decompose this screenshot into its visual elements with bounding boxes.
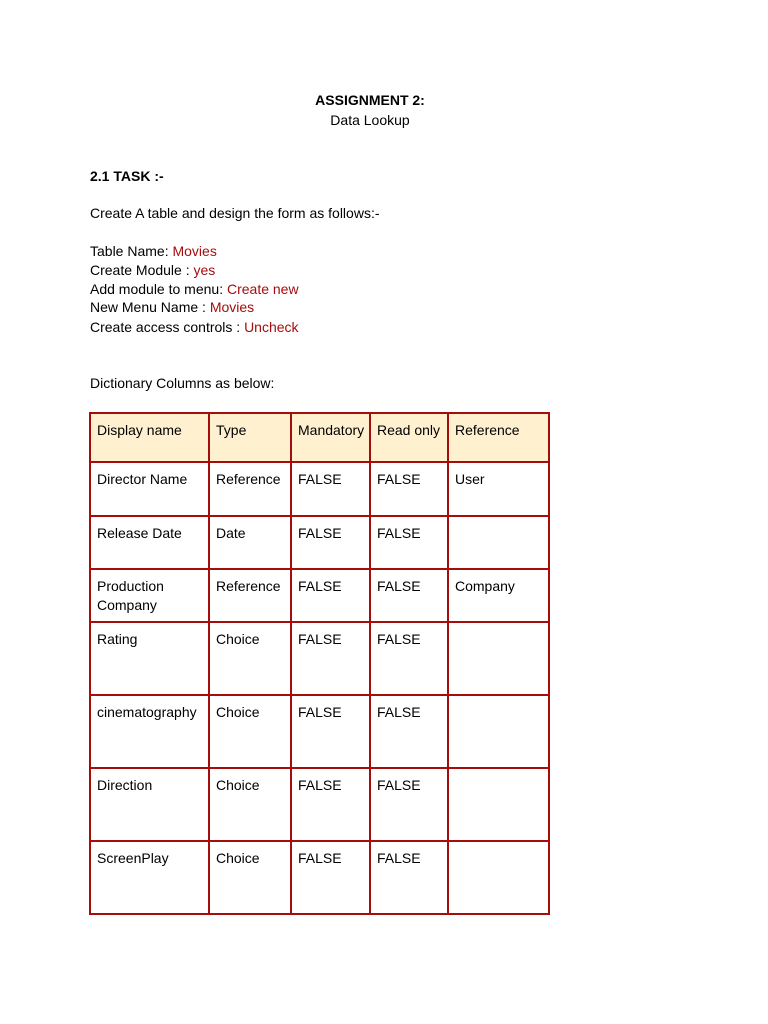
table-cell: FALSE [370, 622, 448, 695]
setting-new-menu-name [90, 298, 254, 316]
setting-value: Create new [226, 281, 299, 297]
setting-value: Uncheck [244, 319, 299, 335]
setting-value: yes [193, 262, 216, 278]
table-row [90, 768, 549, 841]
table-cell: FALSE [291, 622, 370, 695]
table-cell: FALSE [370, 841, 448, 914]
setting-label: Table Name: [90, 243, 173, 259]
table-cell [448, 695, 549, 768]
setting-value: Movies [172, 243, 217, 259]
task-intro: Create A table and design the form as follows:- [90, 205, 380, 221]
setting-label: New Menu Name : [90, 299, 210, 315]
table-cell: FALSE [370, 768, 448, 841]
header-cell: Mandatory [291, 413, 370, 462]
table-cell [448, 516, 549, 569]
dictionary-columns-table [89, 412, 550, 915]
table-row [90, 622, 549, 695]
table-cell: Choice [209, 622, 291, 695]
table-cell: FALSE [291, 516, 370, 569]
table-header-row [90, 413, 549, 462]
table-cell: Reference [209, 569, 291, 622]
setting-table-name [90, 242, 217, 260]
table-cell [448, 622, 549, 695]
table-cell: FALSE [370, 462, 448, 516]
table-row [90, 569, 549, 622]
setting-label: Add module to menu: [90, 281, 227, 297]
table-cell: FALSE [291, 768, 370, 841]
table-cell [448, 841, 549, 914]
table-cell: Release Date [90, 516, 209, 569]
table-cell: FALSE [291, 569, 370, 622]
table-cell: Company [448, 569, 549, 622]
table-cell: User [448, 462, 549, 516]
table-cell: Reference [209, 462, 291, 516]
dictionary-caption: Dictionary Columns as below: [90, 375, 275, 391]
header-cell: Display name [90, 413, 209, 462]
table-row [90, 516, 549, 569]
table-cell: FALSE [370, 569, 448, 622]
table-row [90, 841, 549, 914]
setting-access-controls [90, 318, 299, 336]
table-row [90, 695, 549, 768]
assignment-title: ASSIGNMENT 2: [315, 92, 425, 108]
table-cell: FALSE [370, 516, 448, 569]
table-cell: Rating [90, 622, 209, 695]
table-cell: Production Company [90, 569, 209, 622]
table-cell [448, 768, 549, 841]
table-cell: FALSE [291, 841, 370, 914]
header-cell: Type [209, 413, 291, 462]
table-cell: Date [209, 516, 291, 569]
setting-create-module [90, 261, 215, 279]
table-cell: FALSE [291, 695, 370, 768]
setting-add-module-to-menu [90, 280, 299, 298]
table-row [90, 462, 549, 516]
table-cell: Choice [209, 841, 291, 914]
table-cell: Choice [209, 695, 291, 768]
setting-value: Movies [209, 299, 255, 315]
setting-label: Create Module : [90, 262, 194, 278]
header-cell: Read only [370, 413, 448, 462]
table-cell: Direction [90, 768, 209, 841]
table-cell: cinematography [90, 695, 209, 768]
setting-label: Create access controls : [90, 319, 245, 335]
task-heading: 2.1 TASK :- [90, 168, 164, 184]
table-cell: Director Name [90, 462, 209, 516]
header-cell: Reference [448, 413, 549, 462]
table-cell: FALSE [370, 695, 448, 768]
table-cell: ScreenPlay [90, 841, 209, 914]
assignment-subtitle: Data Lookup [330, 112, 410, 128]
table-cell: Choice [209, 768, 291, 841]
table-cell: FALSE [291, 462, 370, 516]
